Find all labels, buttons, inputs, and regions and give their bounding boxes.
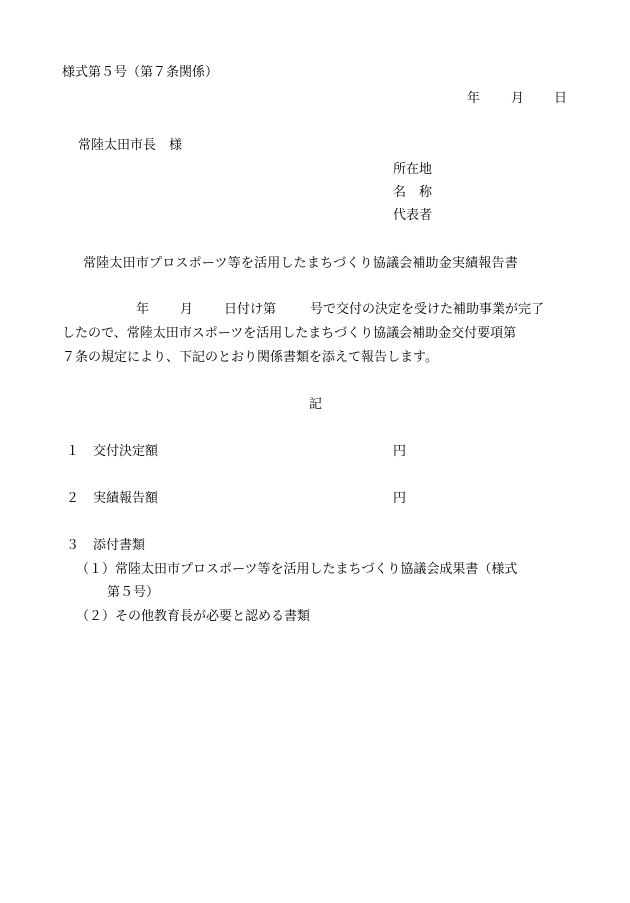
representative-label: 代表者	[393, 208, 433, 223]
item-number: ３	[66, 538, 80, 553]
ki-heading: 記	[309, 397, 323, 412]
item-number: ２	[66, 491, 80, 506]
date-month: 月	[511, 91, 525, 106]
attachment-number: （２）	[76, 609, 116, 624]
addressee: 常陸太田市長 様	[78, 138, 183, 153]
body-year: 年	[136, 302, 150, 317]
form-number: 様式第５号（第７条関係）	[62, 65, 219, 80]
item-label: 添付書類	[93, 538, 146, 553]
body-day-ref: 日付け第	[224, 302, 277, 317]
item-unit: 円	[393, 491, 407, 506]
attachment-text: その他教育長が必要と認める書類	[115, 609, 311, 624]
body-line3: ７条の規定により、下記のとおり関係書類を添えて報告します。	[62, 350, 438, 365]
document-title: 常陸太田市プロスポーツ等を活用したまちづくり協議会補助金実績報告書	[83, 256, 518, 271]
item-label: 実績報告額	[93, 491, 159, 506]
date-day: 日	[554, 91, 568, 106]
item-unit: 円	[393, 444, 407, 459]
body-month: 月	[180, 302, 194, 317]
item-number: １	[66, 444, 80, 459]
body-line1-tail: 号で交付の決定を受けた補助事業が完了	[310, 302, 545, 317]
attachment-text-continued: 第５号）	[107, 585, 160, 600]
attachment-number: （１）	[76, 562, 116, 577]
name-label: 名 称	[393, 185, 433, 200]
address-label: 所在地	[393, 162, 433, 177]
date-year: 年	[467, 91, 481, 106]
body-line2: したので、常陸太田市スポーツを活用したまちづくり協議会補助金交付要項第	[62, 326, 517, 341]
item-label: 交付決定額	[93, 444, 159, 459]
attachment-text: 常陸太田市プロスポーツ等を活用したまちづくり協議会成果書（様式	[115, 562, 518, 577]
